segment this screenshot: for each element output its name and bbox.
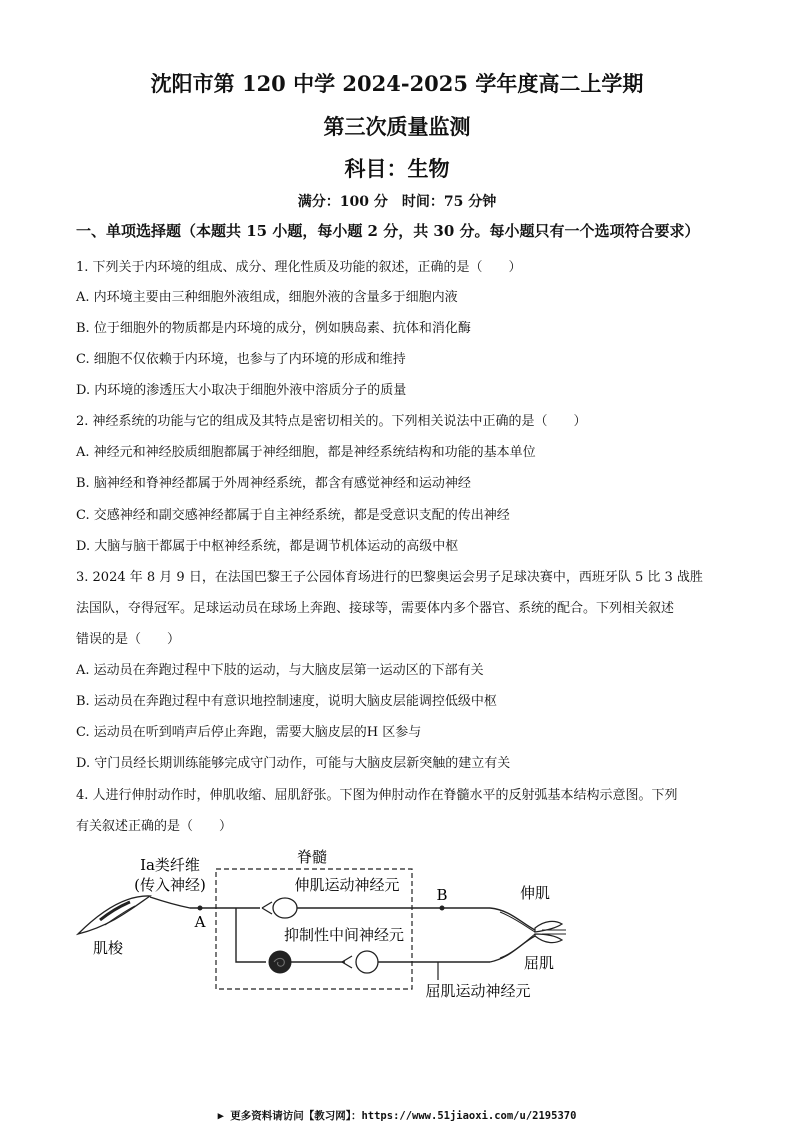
q3-stem-line3: 错误的是（ ） (76, 632, 181, 647)
flexor-muscle-shape (535, 934, 562, 943)
spinal-cord-label: 脊髓 (296, 848, 328, 866)
q2-option-a: A. 神经元和神经胶质细胞都属于神经细胞，都是神经系统结构和功能的基本单位 (76, 445, 536, 460)
inhibitory-interneuron-label: 抑制性中间神经元 (283, 926, 405, 944)
point-a-label: A (194, 913, 206, 931)
q2-stem: 2. 神经系统的功能与它的组成及其特点是密切相关的。下列相关说法中正确的是（ ） (76, 414, 587, 429)
muscle-spindle-label: 肌梭 (92, 939, 124, 957)
flexor-motor-neuron-body (356, 951, 378, 973)
point-b-label: B (436, 886, 448, 904)
ia-fiber-label: Ia类纤维 (140, 856, 200, 874)
reflex-arc-diagram (0, 840, 794, 1000)
section-heading: 一、单项选择题（本题共 15 小题，每小题 2 分，共 30 分。每小题只有一个选项符合要求） (76, 222, 700, 240)
afferent-label: (传入神经) (134, 876, 206, 894)
q3-option-c: C. 运动员在听到哨声后停止奔跑，需要大脑皮层的H 区参与 (76, 725, 422, 740)
exam-subject: 科目：生物 (344, 156, 450, 181)
q1-option-c: C. 细胞不仅依赖于内环境，也参与了内环境的形成和维持 (76, 352, 406, 367)
point-a-dot (198, 906, 203, 911)
inhibitory-interneuron-body (269, 951, 291, 973)
muscle-spindle-shape (78, 896, 150, 934)
q1-option-b: B. 位于细胞外的物质都是内环境的成分，例如胰岛素、抗体和消化酶 (76, 321, 471, 336)
q3-stem-line2: 法国队，夺得冠军。足球运动员在球场上奔跑、接球等，需要体内多个器官、系统的配合。下列相关叙述 (76, 601, 675, 616)
q4-stem-line2: 有关叙述正确的是（ ） (76, 819, 233, 834)
q1-option-a: A. 内环境主要由三种细胞外液组成，细胞外液的含量多于细胞内液 (76, 290, 458, 305)
q4-stem-line1: 4. 人进行伸肘动作时，伸肌收缩、屈肌舒张。下图为伸肘动作在脊髓水平的反射弧基本结构示意图。下列 (76, 788, 678, 803)
extensor-motor-neuron-body (273, 898, 297, 918)
exam-meta: 满分：100 分 时间：75 分钟 (297, 194, 497, 210)
q1-stem: 1. 下列关于内环境的组成、成分、理化性质及功能的叙述，正确的是（ ） (76, 260, 522, 275)
q2-option-c: C. 交感神经和副交感神经都属于自主神经系统，都是受意识支配的传出神经 (76, 508, 510, 523)
point-b-dot (440, 906, 445, 911)
exam-title-line2: 第三次质量监测 (323, 114, 471, 139)
flexor-motor-neuron-label: 屈肌运动神经元 (425, 982, 531, 1000)
q1-option-d: D. 内环境的渗透压大小取决于细胞外液中溶质分子的质量 (76, 383, 407, 398)
q3-option-b: B. 运动员在奔跑过程中有意识地控制速度，说明大脑皮层能调控低级中枢 (76, 694, 497, 709)
q2-option-d: D. 大脑与脑干都属于中枢神经系统，都是调节机体运动的高级中枢 (76, 539, 459, 554)
q3-stem-line1: 3. 2024 年 8 月 9 日，在法国巴黎王子公园体育场进行的巴黎奥运会男子足球决赛中，西班牙队 5 比 3 战胜 (76, 570, 703, 585)
flexor-label: 屈肌 (523, 954, 555, 972)
footer-link[interactable]: ▶ 更多资料请访问【教习网】：https://www.51jiaoxi.com/u/2195370 (217, 1110, 577, 1122)
q3-option-d: D. 守门员经长期训练能够完成守门动作，可能与大脑皮层新突触的建立有关 (76, 756, 511, 771)
extensor-label: 伸肌 (519, 884, 551, 902)
afferent-fiber (150, 897, 260, 908)
exam-title-line1: 沈阳市第 120 中学 2024-2025 学年度高二上学期 (150, 71, 644, 96)
q3-option-a: A. 运动员在奔跑过程中下肢的运动，与大脑皮层第一运动区的下部有关 (76, 663, 484, 678)
extensor-motor-neuron-label: 伸肌运动神经元 (294, 876, 400, 894)
q2-option-b: B. 脑神经和脊神经都属于外周神经系统，都含有感觉神经和运动神经 (76, 476, 471, 491)
